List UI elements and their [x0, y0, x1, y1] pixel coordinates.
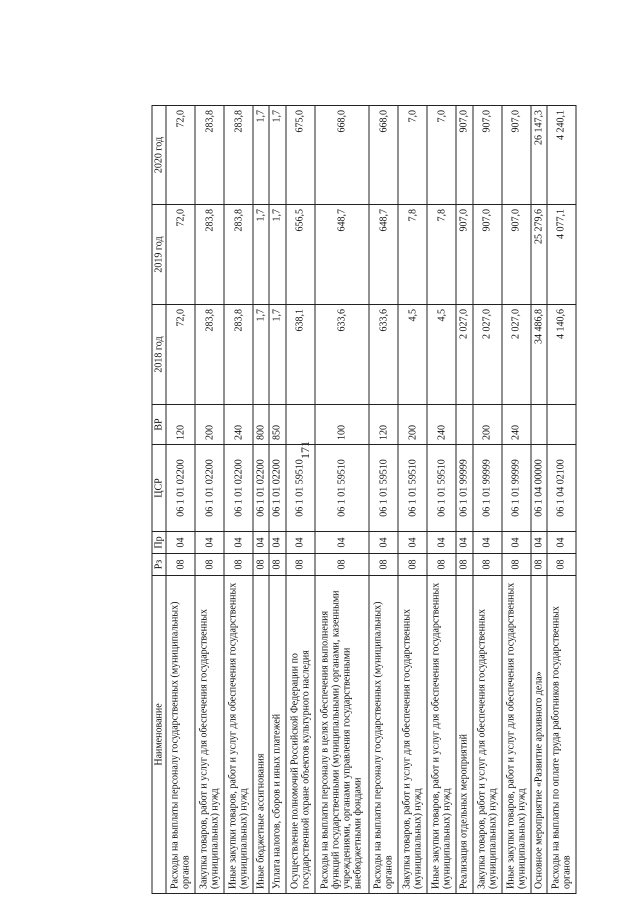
table-row — [398, 106, 427, 894]
cell-2019: 4 077,1 — [547, 205, 576, 305]
rotated-page — [152, 106, 577, 894]
cell-csr: 06 1 01 99999 — [456, 445, 472, 532]
cell-csr: 06 1 01 59510 — [369, 445, 398, 532]
header-2020: 2020 год — [152, 106, 166, 205]
cell-name: Закупка товаров, работ и услуг для обеспечения государственных (муниципальных) нужд — [195, 576, 224, 894]
cell-2018: 2 027,0 — [456, 305, 472, 405]
cell-rz: 08 — [224, 554, 253, 576]
cell-name: Расходы на выплаты персоналу государственных (муниципальных) органов — [369, 576, 398, 894]
cell-rz: 08 — [195, 554, 224, 576]
header-2019: 2019 год — [152, 205, 166, 305]
cell-name: Иные бюджетные ассигнования — [253, 576, 269, 894]
cell-2019: 72,0 — [166, 205, 195, 305]
table-row — [195, 106, 224, 894]
cell-2020: 7,0 — [398, 106, 427, 205]
cell-rz: 08 — [531, 554, 547, 576]
table-row — [253, 106, 269, 894]
cell-rz: 08 — [253, 554, 269, 576]
cell-pr: 04 — [547, 532, 576, 554]
table-row — [269, 106, 285, 894]
cell-pr: 04 — [473, 532, 502, 554]
cell-pr: 04 — [531, 532, 547, 554]
cell-name: Расходы на выплаты персоналу государственных (муниципальных) органов — [166, 576, 195, 894]
cell-csr: 06 1 04 00000 — [531, 445, 547, 532]
cell-2018: 4,5 — [398, 305, 427, 405]
cell-pr: 04 — [315, 532, 370, 554]
cell-2020: 1,7 — [269, 106, 285, 205]
cell-pr: 04 — [195, 532, 224, 554]
cell-vr: 100 — [315, 405, 370, 445]
table-row — [286, 106, 315, 894]
page-number: 171 — [298, 441, 312, 459]
cell-vr — [531, 405, 547, 445]
table-row — [166, 106, 195, 894]
cell-csr: 06 1 01 99999 — [502, 445, 531, 532]
cell-name: Реализация отдельных мероприятий — [456, 576, 472, 894]
cell-2019: 907,0 — [473, 205, 502, 305]
cell-2018: 1,7 — [253, 305, 269, 405]
cell-csr: 06 1 01 02200 — [253, 445, 269, 532]
cell-name: Осуществление полномочий Российской Федерации по государственной охране объектов культурного наследия — [286, 576, 315, 894]
cell-vr: 200 — [195, 405, 224, 445]
cell-pr: 04 — [456, 532, 472, 554]
cell-pr: 04 — [502, 532, 531, 554]
cell-2018: 283,8 — [195, 305, 224, 405]
cell-2020: 668,0 — [315, 106, 370, 205]
cell-2019: 907,0 — [456, 205, 472, 305]
cell-pr: 04 — [369, 532, 398, 554]
cell-2018: 34 486,8 — [531, 305, 547, 405]
cell-pr: 04 — [427, 532, 456, 554]
header-vr: ВР — [152, 405, 166, 445]
cell-csr: 06 1 01 59510 — [286, 445, 315, 532]
cell-rz: 08 — [473, 554, 502, 576]
cell-2018: 2 027,0 — [473, 305, 502, 405]
cell-vr — [286, 405, 315, 445]
cell-rz: 08 — [369, 554, 398, 576]
cell-2019: 648,7 — [369, 205, 398, 305]
table-row — [369, 106, 398, 894]
cell-2019: 648,7 — [315, 205, 370, 305]
cell-csr: 06 1 01 59510 — [398, 445, 427, 532]
cell-2018: 283,8 — [224, 305, 253, 405]
table-row — [427, 106, 456, 894]
cell-2020: 72,0 — [166, 106, 195, 205]
cell-2018: 72,0 — [166, 305, 195, 405]
budget-table — [152, 105, 577, 894]
cell-2018: 638,1 — [286, 305, 315, 405]
cell-vr: 240 — [224, 405, 253, 445]
header-csr: ЦСР — [152, 445, 166, 532]
header-2018: 2018 год — [152, 305, 166, 405]
cell-csr: 06 1 01 02200 — [195, 445, 224, 532]
cell-pr: 04 — [166, 532, 195, 554]
cell-pr: 04 — [269, 532, 285, 554]
cell-rz: 08 — [315, 554, 370, 576]
cell-2020: 1,7 — [253, 106, 269, 205]
table-row — [456, 106, 472, 894]
cell-2018: 1,7 — [269, 305, 285, 405]
cell-rz: 08 — [456, 554, 472, 576]
cell-2020: 907,0 — [502, 106, 531, 205]
cell-2020: 675,0 — [286, 106, 315, 205]
cell-2019: 656,5 — [286, 205, 315, 305]
cell-2018: 633,6 — [369, 305, 398, 405]
cell-pr: 04 — [286, 532, 315, 554]
cell-2020: 668,0 — [369, 106, 398, 205]
cell-2019: 7,8 — [398, 205, 427, 305]
cell-name: Основное мероприятие «Развитие архивного дела» — [531, 576, 547, 894]
cell-csr: 06 1 01 02200 — [269, 445, 285, 532]
cell-name: Уплата налогов, сборов и иных платежей — [269, 576, 285, 894]
cell-vr: 200 — [473, 405, 502, 445]
cell-vr: 240 — [502, 405, 531, 445]
table-row — [224, 106, 253, 894]
cell-2020: 283,8 — [224, 106, 253, 205]
cell-csr: 06 1 01 99999 — [473, 445, 502, 532]
table-row — [531, 106, 547, 894]
table-body — [166, 106, 576, 894]
cell-vr: 240 — [427, 405, 456, 445]
cell-rz: 08 — [398, 554, 427, 576]
cell-2019: 7,8 — [427, 205, 456, 305]
cell-vr — [547, 405, 576, 445]
table-row — [473, 106, 502, 894]
table-row — [315, 106, 370, 894]
cell-rz: 08 — [286, 554, 315, 576]
cell-name: Расходы на выплаты по оплате труда работников государственных органов — [547, 576, 576, 894]
cell-name: Закупка товаров, работ и услуг для обеспечения государственных (муниципальных) нужд — [398, 576, 427, 894]
cell-2020: 283,8 — [195, 106, 224, 205]
cell-2019: 1,7 — [253, 205, 269, 305]
cell-csr: 06 1 01 02200 — [166, 445, 195, 532]
cell-2018: 633,6 — [315, 305, 370, 405]
cell-2019: 1,7 — [269, 205, 285, 305]
cell-vr: 850 — [269, 405, 285, 445]
cell-vr: 120 — [166, 405, 195, 445]
cell-csr: 06 1 01 59510 — [427, 445, 456, 532]
cell-pr: 04 — [398, 532, 427, 554]
cell-2018: 2 027,0 — [502, 305, 531, 405]
cell-vr: 800 — [253, 405, 269, 445]
cell-2018: 4 140,6 — [547, 305, 576, 405]
cell-2018: 4,5 — [427, 305, 456, 405]
table-header-row — [152, 106, 166, 894]
cell-rz: 08 — [166, 554, 195, 576]
cell-name: Иные закупки товаров, работ и услуг для обеспечения государственных (муниципальных) нужд — [502, 576, 531, 894]
cell-vr: 120 — [369, 405, 398, 445]
header-name: Наименование — [152, 576, 166, 894]
header-pr: Пр — [152, 532, 166, 554]
cell-rz: 08 — [547, 554, 576, 576]
cell-csr: 06 1 01 59510 — [315, 445, 370, 532]
cell-rz: 08 — [269, 554, 285, 576]
cell-rz: 08 — [427, 554, 456, 576]
cell-name: Иные закупки товаров, работ и услуг для обеспечения государственных (муниципальных) нужд — [427, 576, 456, 894]
cell-name: Расходы на выплаты персоналу в целях обеспечения выполнения функций государственными (муниципальными) органами, казенными учреждениями, органами управления государственными внебюджетными фондами — [315, 576, 370, 894]
cell-name: Закупка товаров, работ и услуг для обеспечения государственных (муниципальных) нужд — [473, 576, 502, 894]
cell-vr — [456, 405, 472, 445]
table-row — [547, 106, 576, 894]
cell-2020: 907,0 — [473, 106, 502, 205]
cell-2019: 283,8 — [195, 205, 224, 305]
cell-2019: 25 279,6 — [531, 205, 547, 305]
cell-pr: 04 — [224, 532, 253, 554]
cell-2020: 26 147,3 — [531, 106, 547, 205]
header-rz: Рз — [152, 554, 166, 576]
cell-2020: 907,0 — [456, 106, 472, 205]
cell-2019: 907,0 — [502, 205, 531, 305]
cell-name: Иные закупки товаров, работ и услуг для обеспечения государственных (муниципальных) нужд — [224, 576, 253, 894]
table-row — [502, 106, 531, 894]
cell-csr: 06 1 01 02200 — [224, 445, 253, 532]
cell-2020: 7,0 — [427, 106, 456, 205]
cell-2020: 4 240,1 — [547, 106, 576, 205]
cell-rz: 08 — [502, 554, 531, 576]
cell-vr: 200 — [398, 405, 427, 445]
cell-2019: 283,8 — [224, 205, 253, 305]
cell-csr: 06 1 04 02100 — [547, 445, 576, 532]
cell-pr: 04 — [253, 532, 269, 554]
